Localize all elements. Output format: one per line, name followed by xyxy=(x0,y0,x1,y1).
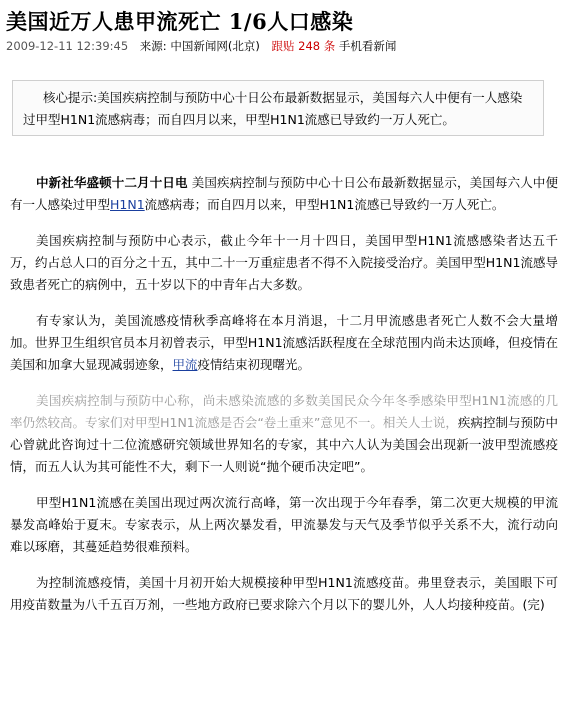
paragraph-4-text: 疾病控制与预防中心曾就此咨询过十二位流感研究领域世界知名的专家，其中六人认为美国会出现新一波甲型流感疫情，而五人认为其可能性不大，剩下一人则说“抛个硬币决定吧”。 xyxy=(10,415,558,474)
comment-count: 248 xyxy=(298,39,321,53)
paragraph-2: 美国疾病控制与预防中心表示，截止今年十一月十四日，美国甲型H1N1流感感染者达五千万，约占总人口的百分之十五，其中二十一万重症患者不得不入院接受治疗。美国甲型H1N1流感导致患者死亡的病例中，五十岁以下的中青年占大多数。 xyxy=(10,233,558,292)
dateline: 中新社华盛顿十二月十日电 xyxy=(36,175,188,190)
source-name: 中国新闻网(北京) xyxy=(170,39,260,53)
source-label: 来源: xyxy=(139,39,167,53)
article-meta xyxy=(6,38,396,54)
comment-link[interactable] xyxy=(271,39,335,53)
paragraph-1 xyxy=(10,172,558,216)
paragraph-4-faded-text: 美国疾病控制与预防中心称，尚未感染流感的多数美国民众今年冬季感染甲型H1N1流感的几率仍然较高。专家们对甲型H1N1流感是否会“卷土重来”意见不一。相关人士说， xyxy=(10,393,558,430)
summary-label: 核心提示: xyxy=(43,90,98,105)
article-headline: 美国近万人患甲流死亡 1/6人口感染 xyxy=(6,9,354,34)
paragraph-4 xyxy=(10,390,558,478)
paragraph-3 xyxy=(10,310,558,376)
paragraph-6: 为控制流感疫情，美国十月初开始大规模接种甲型H1N1流感疫苗。弗里登表示，美国眼下可用疫苗数量为八千五百万剂，一些地方政府已要求除六个月以下的婴儿外，人人均接种疫苗。(完) xyxy=(10,575,558,612)
paragraph-3-text-b: 疫情结束初现曙光。 xyxy=(197,357,311,372)
h1n1-keyword-link[interactable]: H1N1 xyxy=(110,197,145,212)
paragraph-3-text-a: 有专家认为，美国流感疫情秋季高峰将在本月消退，十二月甲流感患者死亡人数不会大量增加。世界卫生组织官员本月初曾表示，甲型H1N1流感活跃程度在全球范围内尚未达顶峰，但疫情在美国和加拿大显现减弱迹象， xyxy=(10,313,558,372)
paragraph-1-text-a: 美国疾病控制与预防中心十日公布最新数据显示，美国每六人中便有一人感染过甲型 xyxy=(10,175,558,212)
publish-datetime: 2009-12-11 12:39:45 xyxy=(6,39,129,53)
mobile-news-link[interactable]: 手机看新闻 xyxy=(338,39,397,53)
comment-unit: 条 xyxy=(323,39,336,53)
comment-label: 跟贴 xyxy=(271,39,295,53)
article-body xyxy=(10,172,558,630)
summary-text: 美国疾病控制与预防中心十日公布最新数据显示，美国每六人中便有一人感染过甲型H1N1流感病毒；而自四月以来，甲型H1N1流感已导致约一万人死亡。 xyxy=(23,90,523,127)
paragraph-5: 甲型H1N1流感在美国出现过两次流行高峰，第一次出现于今年春季，第二次更大规模的甲流暴发高峰始于夏末。专家表示，从上两次暴发看，甲流暴发与天气及季节似乎关系不大，流行动向难以琢磨，其蔓延趋势很难预料。 xyxy=(10,495,558,554)
paragraph-1-text-b: 流感病毒；而自四月以来，甲型H1N1流感已导致约一万人死亡。 xyxy=(144,197,505,212)
summary-box xyxy=(12,80,544,136)
flu-keyword-link[interactable]: 甲流 xyxy=(172,357,198,372)
